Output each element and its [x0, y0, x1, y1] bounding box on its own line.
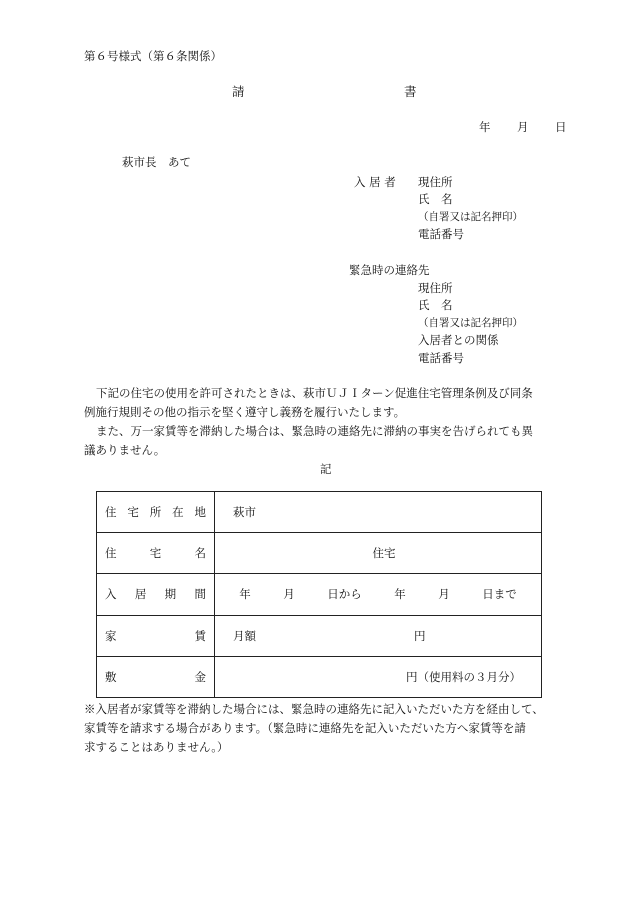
label-char: 期	[164, 587, 177, 602]
label-char: 間	[194, 587, 206, 602]
resident-name: 氏 名	[418, 192, 453, 206]
row-rent	[97, 615, 542, 656]
emergency-name: 氏 名	[418, 298, 453, 312]
footnote-line-2: 家賃等を請求する場合があります。（緊急時に連絡先を記入いただいた方へ家賃等を請	[84, 721, 526, 735]
ki-heading: 記	[320, 462, 332, 476]
period-end-month: 月	[438, 587, 450, 602]
title-char-1: 請	[232, 84, 245, 99]
date-month: 月	[517, 120, 529, 134]
record-table	[96, 491, 542, 698]
emergency-phone: 電話番号	[418, 351, 464, 365]
emergency-relation: 入居者との関係	[418, 333, 499, 347]
addressee: 萩市長 あて	[122, 155, 191, 169]
label-char: 入	[105, 587, 117, 602]
period-end-year: 年	[394, 587, 406, 602]
period-start-year: 年	[239, 587, 251, 602]
emergency-address: 現住所	[418, 281, 453, 295]
label-char: 住	[105, 546, 117, 561]
label-deposit	[97, 656, 215, 697]
emergency-seal-note: （自署又は記名押印）	[418, 317, 523, 329]
value-housing: 住宅	[215, 533, 542, 574]
title-char-2: 書	[404, 84, 417, 99]
resident-phone: 電話番号	[418, 227, 464, 241]
label-char: 宅	[149, 546, 162, 561]
emergency-heading: 緊急時の連絡先	[349, 263, 430, 277]
rent-prefix: 月額	[233, 628, 256, 643]
label-char: 地	[194, 505, 206, 520]
paragraph-1-line-1: 下記の住宅の使用を許可されたときは、萩市ＵＪＩターン促進住宅管理条例及び同条	[96, 386, 533, 400]
form-number: 第６号様式（第６条関係）	[84, 49, 222, 63]
label-char: 所	[149, 505, 162, 520]
label-char: 金	[194, 669, 206, 684]
resident-seal-note: （自署又は記名押印）	[418, 211, 523, 223]
footnote-line-1: ※入居者が家賃等を滞納した場合には、緊急時の連絡先に記入いただいた方を経由して、	[84, 702, 544, 716]
value-period	[215, 574, 542, 615]
paragraph-1-line-2: 例施行規則その他の指示を堅く遵守し義務を履行いたします。	[84, 405, 406, 419]
row-period	[97, 574, 542, 615]
label-char: 住	[105, 505, 117, 520]
period-start-day: 日から	[327, 587, 362, 602]
label-char: 名	[194, 546, 206, 561]
paragraph-2	[84, 422, 576, 460]
rent-unit: 円	[414, 628, 426, 643]
value-address: 萩市	[215, 492, 542, 533]
period-start-month: 月	[283, 587, 295, 602]
value-rent	[215, 615, 542, 656]
label-housing	[97, 533, 215, 574]
label-address	[97, 492, 215, 533]
footnote	[84, 700, 584, 757]
label-char: 賃	[194, 628, 206, 643]
resident-address: 現住所	[418, 175, 453, 189]
label-char: 宅	[127, 505, 139, 520]
paragraph-2-line-1: また、万一家賃等を滞納した場合は、緊急時の連絡先に滞納の事実を告げられても異	[96, 424, 533, 438]
row-address	[97, 492, 542, 533]
label-rent	[97, 615, 215, 656]
paragraph-2-line-2: 議ありません。	[84, 443, 166, 457]
row-housing	[97, 533, 542, 574]
label-char: 居	[134, 587, 147, 602]
footnote-line-3: 求することはありません。）	[84, 740, 229, 754]
label-char: 家	[105, 628, 117, 643]
value-deposit: 円（使用料の３月分）	[215, 656, 542, 697]
resident-heading: 入 居 者	[354, 175, 396, 189]
label-char: 在	[172, 505, 184, 520]
paragraph-1	[84, 384, 576, 422]
period-end-day: 日まで	[482, 587, 517, 602]
label-char: 敷	[105, 669, 117, 684]
label-period	[97, 574, 215, 615]
date-day: 日	[555, 120, 567, 134]
row-deposit	[97, 656, 542, 697]
date-year: 年	[479, 120, 491, 134]
